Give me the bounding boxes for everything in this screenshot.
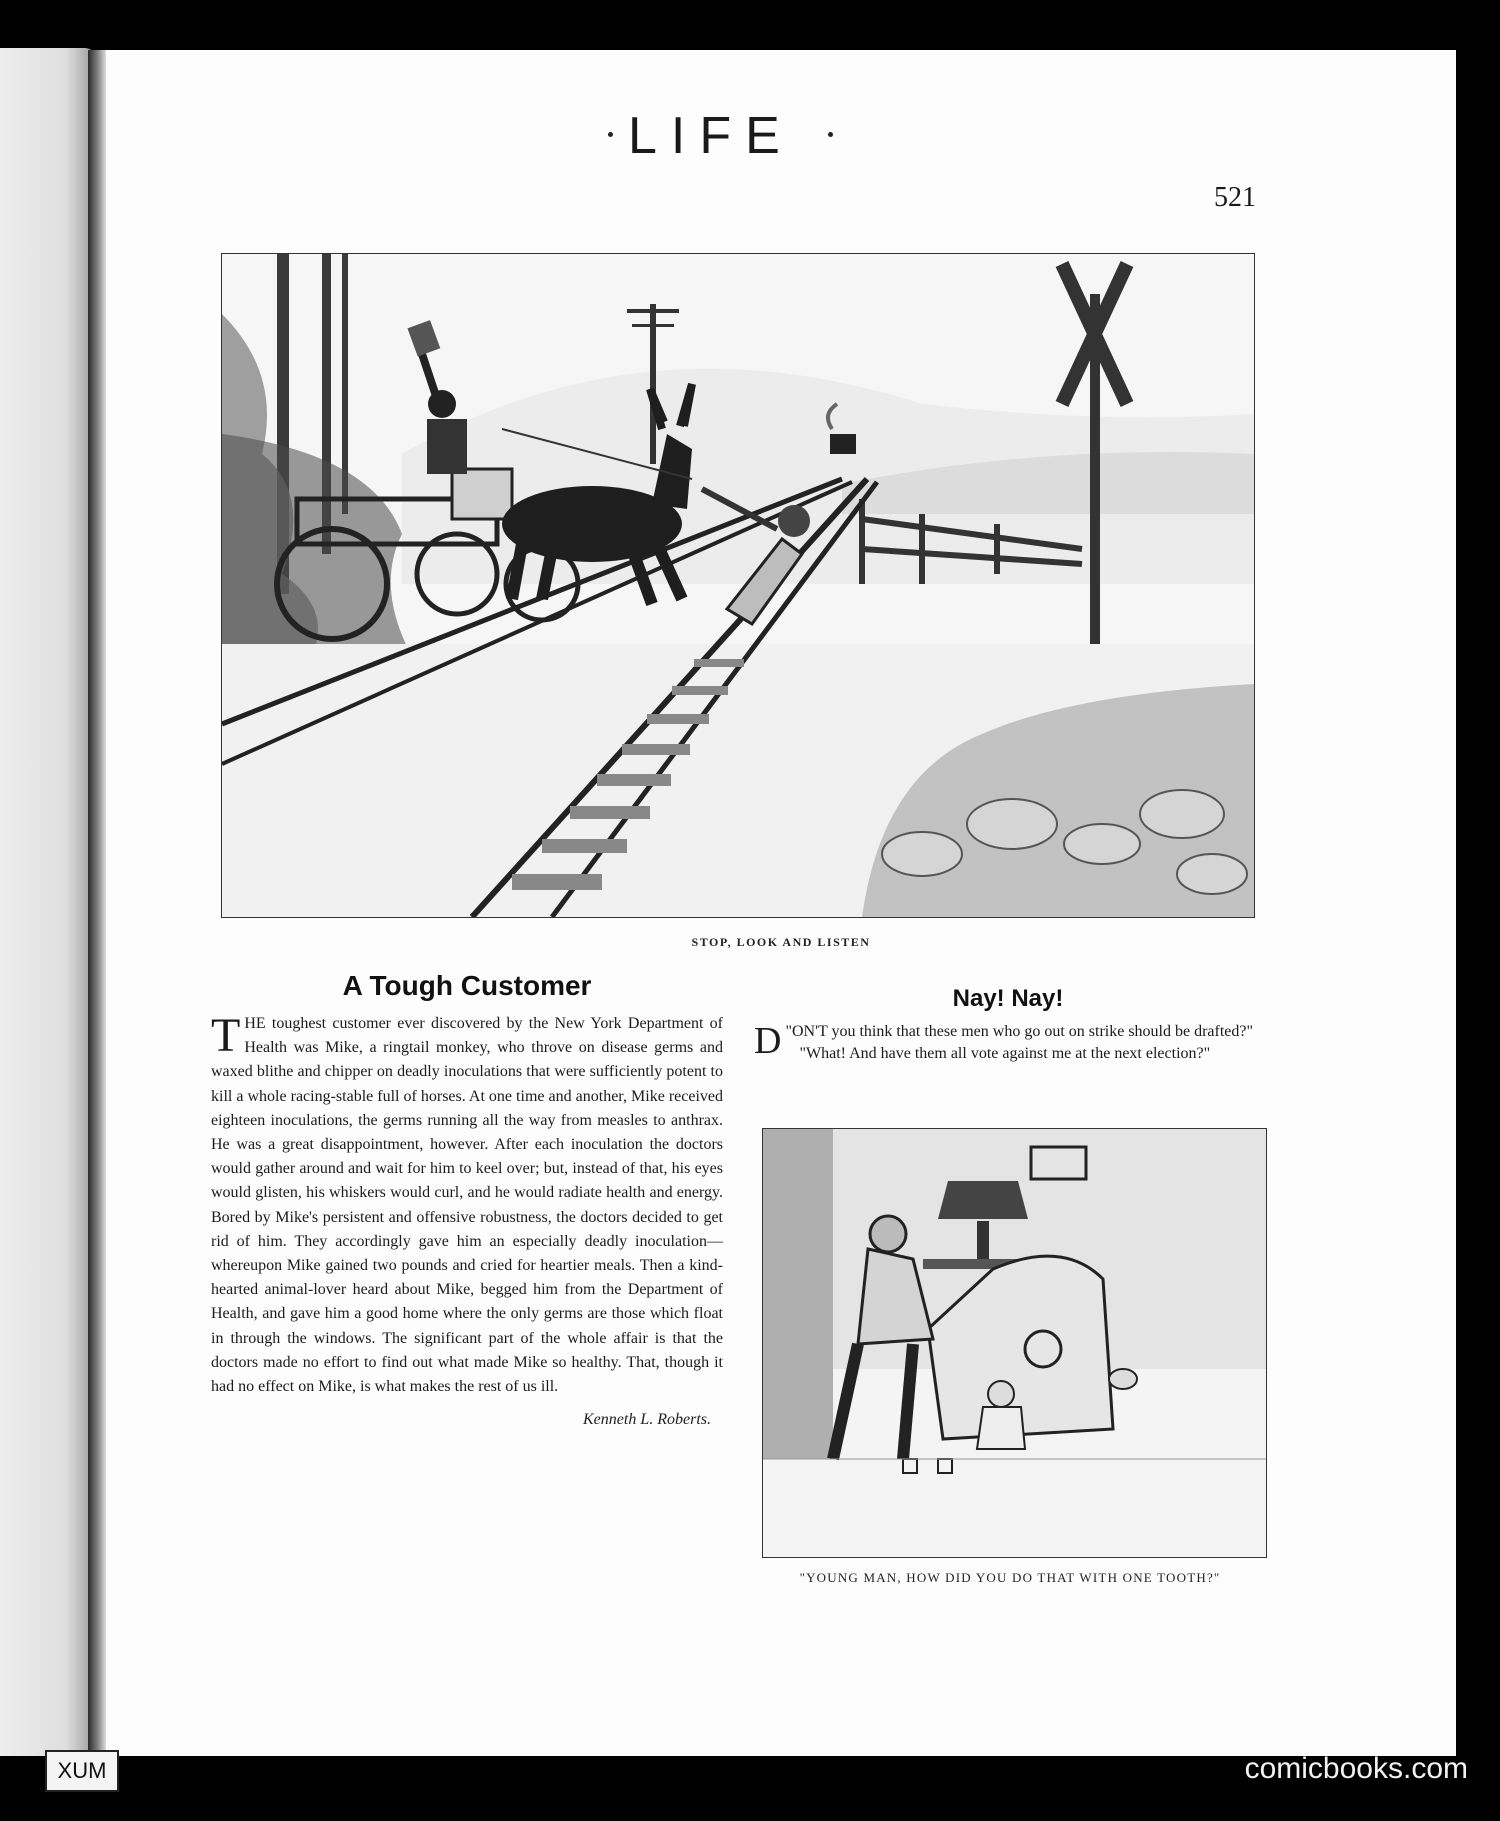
drop-cap: T xyxy=(211,1009,241,1062)
previous-page-edge xyxy=(0,48,95,1756)
article-body xyxy=(211,1009,723,1399)
joke-title: Nay! Nay! xyxy=(952,985,1064,1012)
parlor-cartoon-drawing xyxy=(763,1129,1266,1557)
article-nay-nay xyxy=(754,985,1262,1065)
bottom-cartoon-caption: "YOUNG MAN, HOW DID YOU DO THAT WITH ONE TOOTH?" xyxy=(799,1570,1221,1585)
cartoon-stop-look-listen xyxy=(221,253,1255,918)
joke-line-2: "What! And have them all vote against me at the next election?" xyxy=(799,1045,1211,1062)
article-body-text: HE toughest customer ever discovered by the New York Department of Health was Mike, a ringtail monkey, who throve on disease germs and waxed blithe and chipper on deadly inoculations that were sufficiently potent to kill a whole racing-stable full of horses. At one time and another, Mike received eighteen inoculations, the germs running all the way from measles to anthrax. He was a great disappointment, however. After each inoculation the doctors would gather around and wait for him to keel over; but, instead of that, his eyes would glisten, his whiskers would curl, and he would radiate health and energy. Bored by Mike's persistent and offensive robustness, the doctors decided to get rid of him. They accordingly gave him an especially deadly inoculation—whereupon Mike gained two pounds and cried for heartier meals. Then a kind-hearted animal-lover heard about Mike, begged him from the Department of Health, and gave him a good home where the only germs are those which float in through the windows. The significant part of the whole affair is that the doctors made no effort to find out what made Mike so healthy. That, though it had no effect on Mike, is what makes the rest of us ill. xyxy=(211,1015,723,1396)
masthead-dot-left xyxy=(608,132,613,137)
article-tough-customer xyxy=(211,970,723,1429)
magazine-page xyxy=(106,50,1456,1756)
site-watermark: comicbooks.com xyxy=(1244,1752,1468,1785)
book-spine xyxy=(88,50,108,1756)
joke-body xyxy=(754,1021,1262,1065)
xum-stamp: XUM xyxy=(45,1750,119,1792)
joke-question: ON'T you think that these men who go out on strike should be drafted?" xyxy=(791,1023,1254,1040)
cartoon-one-tooth xyxy=(762,1128,1267,1558)
top-cartoon-caption: STOP, LOOK AND LISTEN xyxy=(691,935,871,949)
article-byline: Kenneth L. Roberts. xyxy=(583,1411,711,1429)
joke-drop-cap: D xyxy=(754,1020,782,1062)
masthead: LIFE xyxy=(628,107,794,165)
article-title: A Tough Customer xyxy=(342,970,592,1001)
masthead-dot-right xyxy=(828,132,833,137)
open-quote: " xyxy=(785,1023,792,1040)
railroad-cartoon-drawing xyxy=(222,254,1254,917)
page-number: 521 xyxy=(1214,182,1256,213)
